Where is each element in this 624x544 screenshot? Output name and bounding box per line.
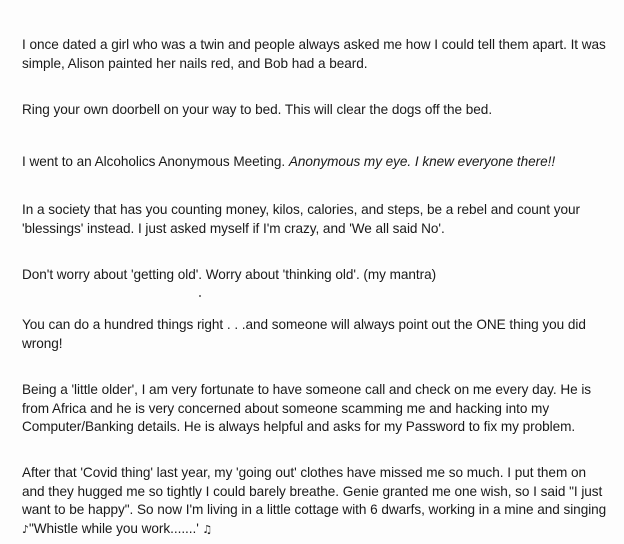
joke-blessings-text: In a society that has you counting money, kilos, calories, and steps, be a rebel and count your 'blessings' instead. I just asked myself if I'm crazy, and 'We all said No'. (22, 202, 580, 236)
music-notes-icon: ♫ (198, 522, 213, 536)
joke-twin (22, 36, 612, 73)
joke-hundred-things-text: You can do a hundred things right . . .and someone will always point out the ONE thing you did wrong! (22, 317, 586, 351)
music-note-icon: ♪ (22, 522, 29, 536)
joke-little-older (22, 381, 612, 437)
joke-aa-lead: I went to an Alcoholics Anonymous Meeting. (22, 154, 289, 169)
joke-twin-text: I once dated a girl who was a twin and people always asked me how I could tell them apart. It was simple, Alison painted her nails red, and Bob had a beard. (22, 37, 606, 71)
joke-getting-old-text: Don't worry about 'getting old'. Worry about 'thinking old'. (my mantra) (22, 267, 437, 282)
joke-little-older-text: Being a 'little older', I am very fortunate to have someone call and check on me every day. He is from Africa and he is very concerned about someone scamming me and hacking into my Computer/Banking details. He is always helpful and asks for my Password to fix my problem. (22, 382, 592, 434)
scan-speck (199, 295, 201, 297)
joke-aa-italic: Anonymous my eye. I knew everyone there!! (288, 154, 556, 169)
joke-covid-text: After that 'Covid thing' last year, my 'going out' clothes have missed me so much. I put them on and they hugged me so tightly I could barely breathe. Genie granted me one wish, so I said "I just want to be happy". So now I'm living in a little cottage with 6 dwarfs, working in a mine and singing (22, 465, 607, 517)
joke-covid-clothes (22, 464, 612, 539)
joke-covid-song: "Whistle while you work.......' (28, 520, 199, 536)
joke-doorbell (22, 101, 612, 120)
joke-blessings (22, 201, 612, 238)
joke-hundred-things (22, 316, 612, 353)
joke-getting-old (22, 266, 612, 285)
joke-alcoholics-anonymous (22, 153, 612, 172)
joke-doorbell-text: Ring your own doorbell on your way to bed. This will clear the dogs off the bed. (22, 102, 493, 117)
